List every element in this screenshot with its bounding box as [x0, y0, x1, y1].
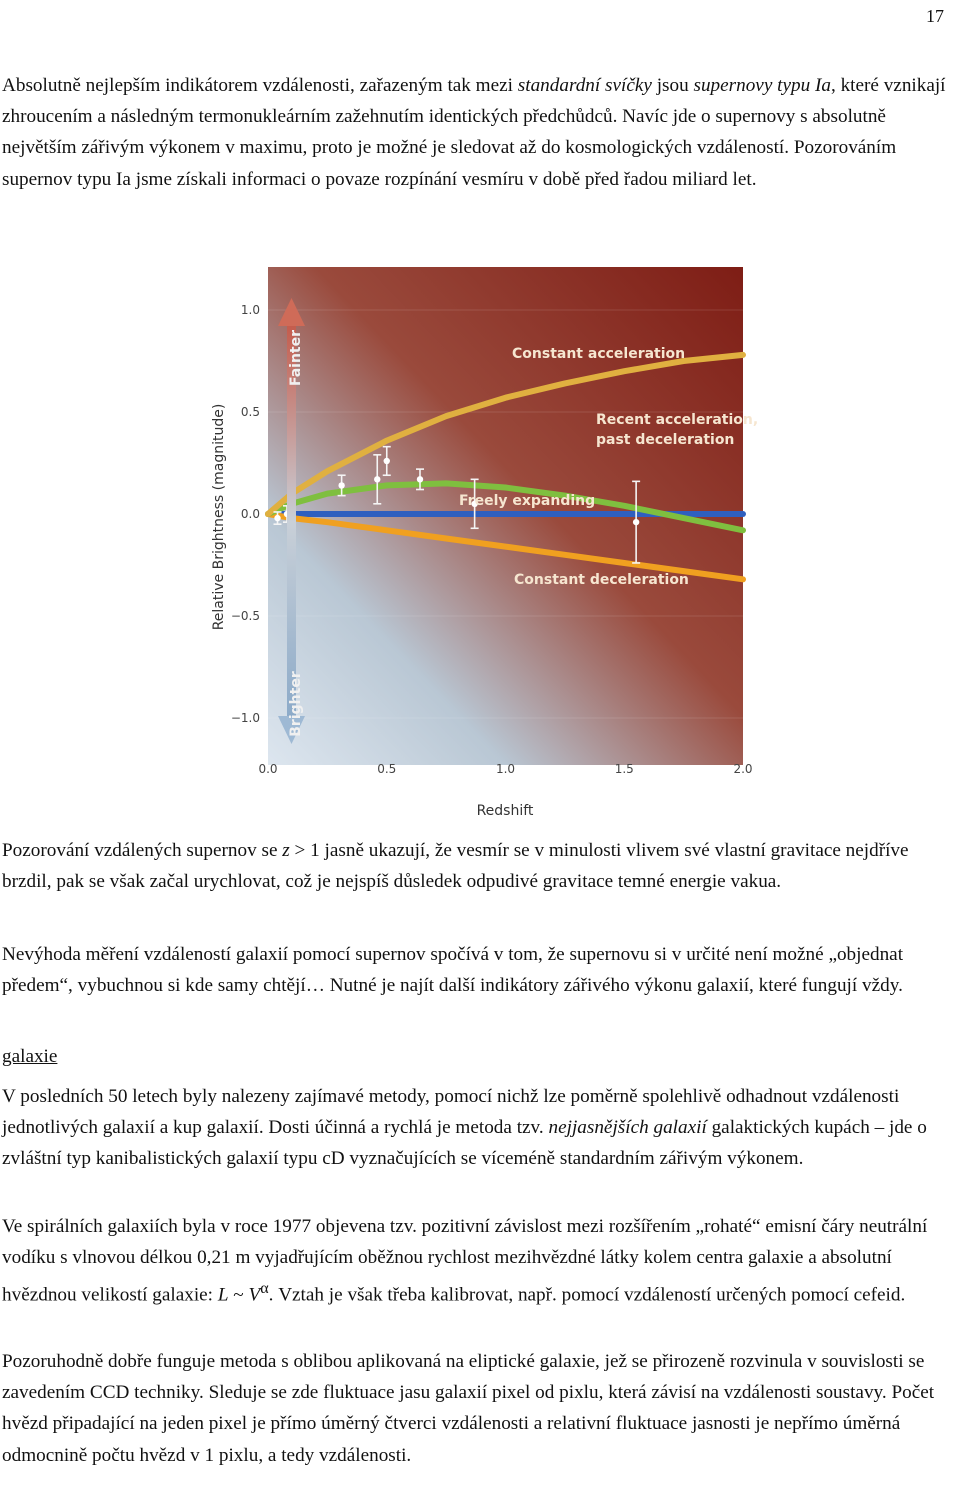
- x-axis-label: Redshift: [476, 803, 534, 819]
- y-tick-label: −1.0: [230, 711, 260, 725]
- chart-svg: [186, 234, 770, 824]
- x-tick-label: 1.0: [495, 762, 516, 776]
- paragraph-supernovae-intro: Absolutně nejlepším indikátorem vzdálenosti, zařazeným tak mezi standardní svíčky jsou supernovy typu Ia, které vznikají zhroucením a následným termonukleárním zažehnutím identických předchůdců. Navíc jde o supernovy s absolutně největším zářivým výkonem v maximu, proto je možné je sledovat až do kosmologických vzdáleností. Pozorováním supernov typu Ia jsme získali informaci o povaze rozpínání vesmíru v době před řadou miliard let.: [2, 75, 946, 190]
- x-tick-label: 1.5: [614, 762, 634, 776]
- page-number: 17: [926, 6, 944, 26]
- x-tick-label: 2.0: [733, 762, 753, 776]
- data-point: [374, 476, 380, 482]
- paragraph-surface-brightness-fluctuation: Pozoruhodně dobře funguje metoda s oblibou aplikovaná na eliptické galaxie, jež se přirozeně rozvinula v souvislosti se zavedením CCD techniky. Sleduje se zde fluktuace jasu galaxií pixel od pixlu, která závisí na vzdálenosti soustavy. Počet hvězd připadající na jeden pixel je přímo úměrný čtverci vzdálenosti a relativní fluktuace jasnosti je nepřímo úměrná odmocnině počtu hvězd v 1 pixlu, a tedy vzdálenosti.: [2, 1351, 935, 1466]
- data-point: [274, 515, 280, 521]
- label-fainter: Fainter: [288, 329, 304, 387]
- x-tick-label: 0.5: [377, 762, 397, 776]
- y-axis-label: Relative Brightness (magnitude): [211, 403, 227, 631]
- y-tick-label: −0.5: [230, 609, 260, 623]
- supernova-brightness-chart: [186, 234, 770, 824]
- label-recent-acceleration-line: past deceleration: [596, 432, 735, 448]
- x-tick-label: 0.0: [258, 762, 278, 776]
- data-point: [417, 476, 423, 482]
- section-heading-galaxie: galaxie: [2, 1046, 58, 1067]
- paragraph-tully-fisher: Ve spirálních galaxiích byla v roce 1977 objevena tzv. pozitivní závislost mezi rozšířením „rohaté“ emisní čáry neutrální vodíku s vlnovou délkou 0,21 m vyjadřujícím oběžnou rychlost mezihvězdné látky kolem centra galaxie a absolutní hvězdnou velikostí galaxie: L ~ $V^\alpha$. Vztah je však třeba kalibrovat, např. pomocí vzdáleností určených pomocí cefeid.: [2, 1216, 928, 1306]
- label-freely-expanding: Freely expanding: [459, 493, 596, 509]
- paragraph-distant-supernovae: Pozorování vzdálených supernov se z > 1 jasně ukazují, že vesmír se v minulosti vlivem své vlastní gravitace nejdříve brzdil, pak se však začal urychlovat, což je nejspíš důsledek odpudivé gravitace temné energie vakua.: [2, 840, 909, 893]
- data-point: [633, 519, 639, 525]
- label-constant-deceleration: Constant deceleration: [514, 572, 689, 588]
- y-tick-label: 0.0: [240, 507, 260, 521]
- paragraph-supernova-drawback: Nevýhoda měření vzdáleností galaxií pomocí supernov spočívá v tom, že supernovu si v určité není možné „objednat předem“, vybuchnou si kde samy chtějí… Nutné je najít další indikátory zářivého výkonu galaxií, které fungují vždy.: [2, 944, 904, 997]
- label-recent-acceleration-line: Recent acceleration,: [596, 412, 759, 428]
- y-tick-label: 0.5: [240, 405, 260, 419]
- data-point: [338, 482, 344, 488]
- label-constant-acceleration: Constant acceleration: [512, 346, 686, 362]
- data-point: [384, 458, 390, 464]
- label-brighter: Brighter: [288, 671, 304, 737]
- y-tick-label: 1.0: [240, 303, 260, 317]
- paragraph-brightest-galaxies: V posledních 50 letech byly nalezeny zajímavé metody, pomocí nichž lze poměrně spolehlivě odhadnout vzdálenosti jednotlivých galaxií a kup galaxií. Dosti účinná a rychlá je metoda tzv. nejjasnějších galaxií galaktických kupách – jde o zvláštní typ kanibalistických galaxií typu cD vyznačujících se víceméně standardním zářivým výkonem.: [2, 1086, 927, 1170]
